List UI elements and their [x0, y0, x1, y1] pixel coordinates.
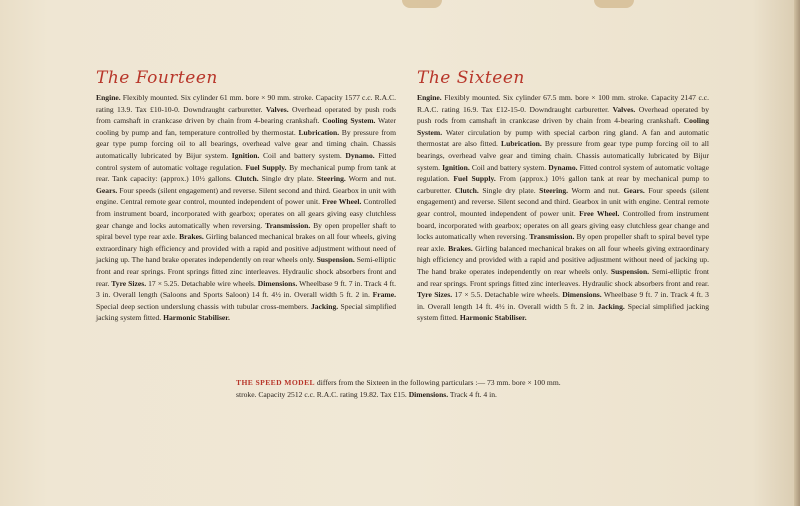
spec-text: Overhead operated by push rods from camshaft in crankcase driven by chain from 4-bearing crankshaft. [417, 104, 709, 126]
spec-label: Brakes. [448, 243, 473, 253]
spec-text: Single dry plate. [482, 185, 536, 195]
spec-text: Semi-elliptic front and rear springs. Front springs fitted zinc interleaves. Hydraulic shock absorbers front and rear. [96, 255, 396, 288]
sixteen-heading: The Sixteen [417, 68, 525, 88]
spec-text: Single dry plate. [261, 174, 314, 184]
spec-label: Lubrication. [501, 139, 542, 149]
spec-label: Ignition. [442, 162, 470, 172]
spec-label: Valves. [265, 104, 289, 114]
spec-label: Cooling System. [417, 116, 709, 137]
spec-label: Suspension. [610, 266, 650, 276]
spec-text: Coil and battery system. [262, 150, 342, 160]
spec-label: Frame. [372, 290, 396, 300]
spec-label: Transmission. [265, 220, 311, 230]
spec-label: Steering. [316, 174, 346, 184]
paper-stain [402, 0, 442, 8]
paper-stain [594, 0, 634, 8]
spec-text: Four speeds (silent engagement) and reverse. Silent second and third. Gearbox in unit with engine. Central remote gear control, mounted independent of power unit. [417, 185, 709, 218]
fourteen-specifications [96, 92, 396, 324]
spec-label: Dynamo. [345, 150, 375, 160]
fourteen-heading: The Fourteen [96, 68, 218, 88]
speed-model-name: THE SPEED MODEL [236, 378, 315, 387]
spec-text: 17 × 5.25. Detachable wire wheels. [148, 278, 256, 288]
spec-text: Overhead operated by push rods from camshaft in crankcase driven by chain from 4-bearing crankshaft. [96, 104, 396, 126]
spec-text: Worm and nut. [348, 174, 397, 184]
spec-text: 17 × 5.5. Detachable wire wheels. [454, 290, 560, 300]
spec-text: By open propeller shaft to spiral bevel type rear axle. [96, 220, 396, 242]
spec-label: Jacking. [597, 301, 625, 311]
spec-label: Suspension. [316, 255, 355, 265]
spec-text: Wheelbase 9 ft. 7 in. Track 4 ft. 3 in. Overall length 14 ft. 4½ in. Overall width 5 ft. 2 in. [417, 290, 709, 311]
spec-text: Fitted control system of automatic voltage regulation. [96, 150, 397, 172]
spec-text: Semi-elliptic front and rear springs. Front springs fitted zinc interleaves. Hydraulic shock absorbers front and rear. [417, 266, 709, 288]
spec-label: Transmission. [529, 232, 575, 242]
spec-text: Special simplified jacking system fitted. [96, 301, 396, 323]
spec-label: Free Wheel. [579, 208, 620, 218]
spec-text: Fitted control system of automatic voltage regulation. [417, 162, 709, 184]
spec-text: By pressure from gear type pump forcing oil to all bearings, overhead valve gear and timing chain. Chassis automatically lubricated by Bijur system. [96, 127, 396, 160]
fourteen-column [96, 68, 396, 324]
spec-text: Water cooling by pump and fan, temperature controlled by thermostat. [96, 116, 396, 137]
spec-text: Flexibly mounted. Six cylinder 61 mm. bore × 90 mm. stroke. Capacity 1577 c.c. R.A.C. rating 13.9. Tax £10-10-0. Downdraught carburetter. [96, 93, 396, 114]
spec-label: Gears. [623, 185, 645, 195]
speed-model-dimensions-text: Track 4 ft. 4 in. [449, 390, 497, 399]
spec-text: Controlled from instrument board, incorporated with gearbox; operates on all gears giving easy clutchless gear change and locks automatically when reversing. [417, 208, 709, 242]
spec-label: Gears. [96, 185, 118, 195]
spec-text: Water circulation by pump with special carbon ring gland. A fan and automatic thermostat are also fitted. [417, 127, 709, 149]
spec-text: Girling balanced mechanical brakes on all four wheels giving extraordinary high efficiency and provided with a rapid and positive adjustment without need of jacking up. The hand brake operates independently on rear wheels only. [417, 243, 709, 276]
speed-model-dimensions-label: Dimensions. [408, 390, 449, 399]
page-edge [794, 0, 800, 506]
spec-label: Tyre Sizes. [111, 278, 147, 288]
sixteen-specifications [417, 92, 709, 324]
speed-model-intro: differs from the Sixteen in the following particulars :— 73 mm. bore × 100 mm. stroke. Capacity 2512 c.c. R.A.C. rating 19.82. Tax £15. [236, 378, 561, 399]
spec-label: Jacking. [310, 301, 339, 311]
spec-label: Dimensions. [562, 290, 602, 300]
spec-label: Engine. [417, 93, 442, 102]
spec-label: Engine. [96, 93, 121, 102]
spec-label: Fuel Supply. [245, 162, 287, 172]
spec-text: From (approx.) 10½ gallon tank at rear by mechanical pump to carburetter. [417, 174, 709, 195]
spec-text: Controlled from instrument board, incorporated with gearbox; operates on all gears giving easy clutchless gear change and locks automatically when reversing. [96, 197, 396, 230]
spec-label: Valves. [612, 104, 636, 114]
spec-text: Four speeds (silent engagement) and reverse. Silent second and third. Gearbox in unit with engine. Central remote gear control, mounted independent of power unit. [96, 185, 396, 207]
spec-label: Dimensions. [257, 278, 298, 288]
spec-label: Harmonic Stabiliser. [163, 313, 230, 323]
spec-text: Coil and battery system. [471, 162, 547, 172]
spec-label: Free Wheel. [322, 197, 362, 207]
spec-label: Steering. [539, 185, 569, 195]
sixteen-column [417, 68, 709, 324]
spec-text: Special simplified jacking system fitted. [417, 301, 709, 323]
spec-text: Flexibly mounted. Six cylinder 67.5 mm. bore × 100 mm. stroke. Capacity 2147 c.c. R.A.C. rating 16.9. Tax £12-15-0. Downdraught carburetter. [417, 93, 710, 114]
spec-label: Ignition. [231, 150, 260, 160]
spec-label: Cooling System. [322, 116, 376, 126]
spec-text: By open propeller shaft to spiral bevel type rear axle. [417, 232, 709, 253]
spec-label: Fuel Supply. [453, 174, 496, 184]
spec-label: Harmonic Stabiliser. [459, 313, 527, 323]
spec-label: Tyre Sizes. [417, 290, 453, 300]
spec-text: Special deep section underslung chassis with tubular cross-members. [96, 301, 309, 311]
spec-text: Wheelbase 9 ft. 7 in. Track 4 ft. 3 in. Overall length (Saloons and Sports Saloon) 14 ft. 4½ in. Overall width 5 ft. 2 in. [96, 278, 396, 300]
spec-label: Dynamo. [548, 162, 578, 172]
spec-text: By mechanical pump from tank at rear. Tank capacity: (approx.) 10½ gallons. [96, 162, 396, 184]
spec-label: Lubrication. [298, 127, 340, 137]
spec-label: Clutch. [234, 174, 259, 184]
spec-label: Brakes. [179, 232, 204, 242]
speed-model-note [236, 377, 574, 401]
spec-text: Girling balanced mechanical brakes on all four wheels, giving extraordinary high efficiency and provided with a rapid and positive adjustment without need of jacking up. The hand brake operates independently on rear wheels only. [96, 232, 396, 265]
spec-text: By pressure from gear type pump forcing oil to all bearings, overhead valve gear and timing chain. Chassis automatically lubricated by Bijur system. [417, 139, 709, 172]
spec-text: Worm and nut. [571, 185, 620, 195]
spec-label: Clutch. [454, 185, 479, 195]
